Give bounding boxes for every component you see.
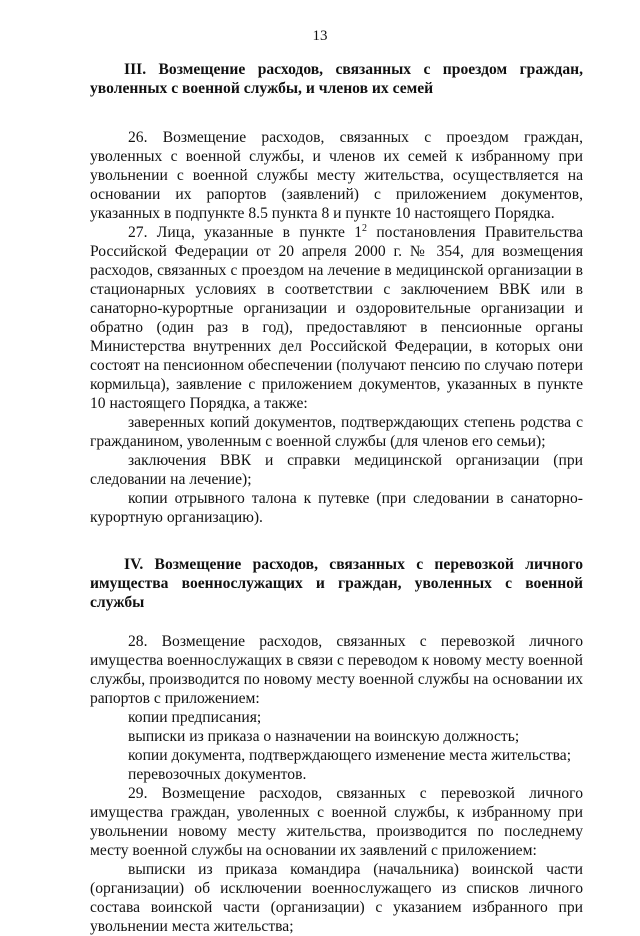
paragraph-27-rest: постановления Правительства Российской Федерации от 20 апреля 2000 г. № 354, для возмещения расходов, связанных с проездом на лечение в медицинской организации в стационарных условиях в соответствии с заключением ВВК или в санаторно-курортные организации и оздоровительные организации и обратно (один раз в год), предоставляют в пенсионные органы Министерства внутренних дел Российской Федерации, в которых они состоят на пенсионном обеспечении (получают пенсию по случаю потери кормильца), заявление с приложением документов, указанных в пункте 10 настоящего Порядка, а также: xyxy=(90,224,583,412)
list-item: выписки из приказа о назначении на воинскую должность; xyxy=(128,728,520,745)
list-item: выписки из приказа командира (начальника) воинской части (организации) об исключении военнослужащего из списков личного состава воинской части (организации) с указанием избранного при увольнении места жительства; xyxy=(90,861,583,935)
list-item: заключения ВВК и справки медицинской организации (при следовании на лечение); xyxy=(90,452,583,488)
paragraph-29: 29. Возмещение расходов, связанных с перевозкой личного имущества граждан, уволенных с военной службы, к избранному при увольнении новому месту жительства, производится по последнему месту военной службы на основании их заявлений с приложением: xyxy=(90,785,583,859)
list-item: заверенных копий документов, подтверждающих степень родства с гражданином, уволенным с военной службы (для членов его семьи); xyxy=(90,414,583,450)
section-4-heading: IV. Возмещение расходов, связанных с перевозкой личного имущества военнослужащих и граждан, уволенных с военной службы xyxy=(90,556,583,611)
list-item: копии предписания; xyxy=(128,709,262,726)
page-content xyxy=(90,60,583,936)
page-number: 13 xyxy=(312,28,328,44)
paragraph-27-superscript: 2 xyxy=(362,222,368,234)
paragraph-26: 26. Возмещение расходов, связанных с проездом граждан, уволенных с военной службы, и членов их семей к избранному при увольнении с военной службы месту жительства, осуществляется на основании их рапортов (заявлений) с приложением документов, указанных в подпункте 8.5 пункта 8 и пункте 10 настоящего Порядка. xyxy=(90,129,583,222)
section-3-heading: III. Возмещение расходов, связанных с проездом граждан, уволенных с военной службы, и членов их семей xyxy=(90,61,583,97)
paragraph-28: 28. Возмещение расходов, связанных с перевозкой личного имущества военнослужащих в связи с переводом к новому месту военной службы, производится по новому месту военной службы на основании их рапортов с приложением: xyxy=(90,633,583,707)
list-item: копии документа, подтверждающего изменение места жительства; xyxy=(128,747,572,764)
list-item: перевозочных документов. xyxy=(128,766,307,783)
paragraph-27 xyxy=(90,223,583,413)
paragraph-27-start: 27. Лица, указанные в пункте 1 xyxy=(128,224,363,241)
list-item: копии отрывного талона к путевке (при следовании в санаторно-курортную организацию). xyxy=(90,490,583,526)
